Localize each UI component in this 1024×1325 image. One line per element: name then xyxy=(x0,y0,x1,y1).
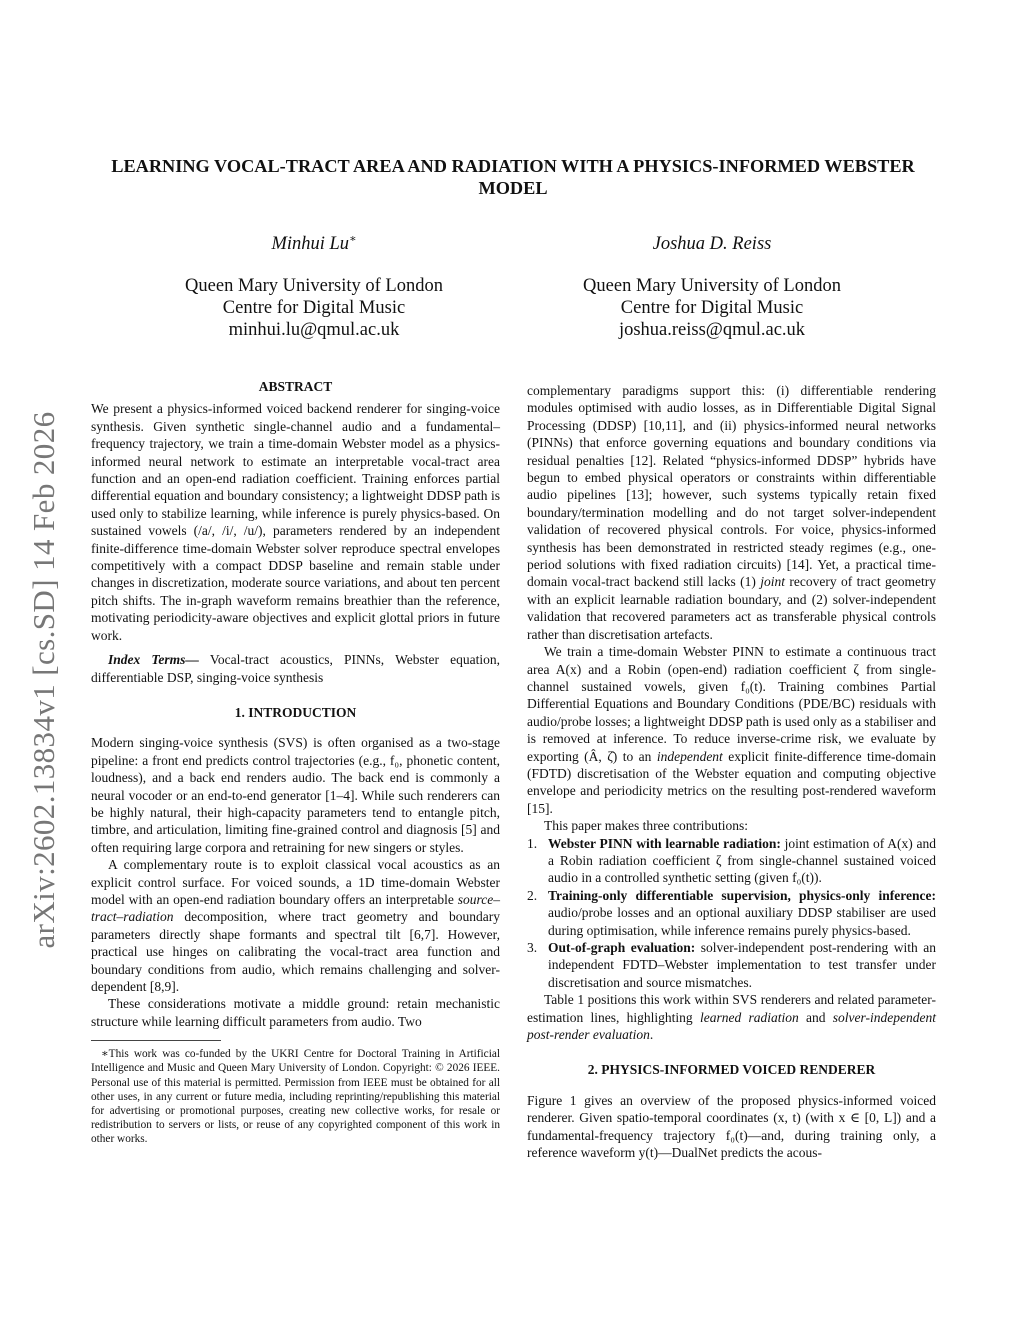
author-footnote-mark: ∗ xyxy=(349,233,357,245)
author-email: minhui.lu@qmul.ac.uk xyxy=(228,320,400,341)
right-paragraph-5: Figure 1 gives an overview of the proposed physics-informed voiced renderer. Given spatio-temporal coordinates (x, t) (with x ∈ [0, L]) and a fundamental-frequency trajectory f₀(t)—and, during training only, a reference waveform y(t)—DualNet predicts the acous- xyxy=(527,1092,936,1161)
contributions-intro: This paper makes three contributions: xyxy=(544,818,748,834)
index-terms-text: Vocal-tract acoustics, PINNs, Webster equation, differentiable DSP, singing-voice synthesis xyxy=(91,652,500,685)
intro-paragraph-2: A complementary route is to exploit classical vocal acoustics as an explicit control surface. For voiced sounds, a 1D time-domain Webster model with an open-end radiation boundary offers an interpretable source–tract–radiation decomposition, where tract geometry and boundary parameters directly shape formants and spectral tilt [6,7]. However, practical use hinges on calibrating the vocal-tract area function and boundary conditions from audio, which remains challenging and solver-dependent [8,9]. xyxy=(91,857,500,994)
footnote-divider xyxy=(91,1040,221,1041)
list-item: 2. Training-only differentiable supervision, physics-only inference: audio/probe losses and an optional auxiliary DDSP stabiliser are used during optimisation, while inference remains purely physics-based. xyxy=(527,887,936,938)
index-terms-label: Index Terms— xyxy=(108,652,199,668)
list-item: 3. Out-of-graph evaluation: solver-independent post-rendering with an independent FDTD–Webster implementation to test transfer under discretisation and source mismatches. xyxy=(527,940,936,990)
abstract-text: We present a physics-informed voiced backend renderer for singing-voice synthesis. Given synthetic single-channel audio and a fundamental–frequency trajectory, we train a time-domain Webster model as a physics-informed neural network to estimate an interpretable vocal-tract area function and an open-end radiation coefficient. Training enforces partial differential equation and boundary consistency; a lightweight DDSP path is used only to stabilize learning, while inference is purely physics-based. On sustained vowels (/a/, /i/, /u/), parameters rendered by an independent finite-difference time-domain Webster solver reproduce spectral envelopes competitively with a compact DDSP baseline and remain stable under changes in discretization, moderate source variations, and about ten percent pitch shifts. The in-graph waveform remains breathier than the reference, motivating periodicity-aware objectives and explicit glottal priors in future work. xyxy=(91,401,500,643)
author-name: Minhui Lu xyxy=(271,234,350,255)
author-name: Joshua D. Reiss xyxy=(652,234,772,255)
intro-paragraph-3: These considerations motivate a middle ground: retain mechanistic structure while learning difficult parameters from audio. Two xyxy=(91,996,500,1029)
paper-title: LEARNING VOCAL-TRACT AREA AND RADIATION WITH A PHYSICS-INFORMED WEBSTER MODEL xyxy=(111,156,915,198)
left-column xyxy=(91,378,500,1147)
right-paragraph-2: We train a time-domain Webster PINN to estimate a continuous tract area A(x) and a Robin (open-end) radiation coefficient ζ from single-channel sustained vowels, given f₀(t). Training combines Partial Differential Equations and Boundary Conditions (PDE/BC) residuals with audio/probe losses; a lightweight DDSP path is used only as a stabiliser and is removed at inference. To reduce inverse-crime risk, we evaluate by exporting (Â, ζ̂) to an independent explicit finite-difference time-domain (FDTD) discretisation of the Webster equation and computing objective envelope and periodicity metrics on the resulting post-rendered waveform [15]. xyxy=(527,644,937,816)
arxiv-identifier-text: arXiv:2602.13834v1 [cs.SD] 14 Feb 2026 xyxy=(26,411,61,949)
author-department: Centre for Digital Music xyxy=(620,298,804,319)
author-email: joshua.reiss@qmul.ac.uk xyxy=(618,320,806,341)
footnote: ∗This work was co-funded by the UKRI Centre for Doctoral Training in Artificial Intelligence and Music and Queen Mary University of London. Copyright: © 2026 IEEE. Personal use of this material is permitted. Permission from IEEE must be obtained for all other uses, in any current or future media, including reprinting/republishing this material for advertising or promotional purposes, creating new collective works, for resale or redistribution to servers or lists, or reuse of any copyrighted component of this work in other works. xyxy=(91,1048,500,1146)
index-terms xyxy=(91,651,500,686)
author-affiliation: Queen Mary University of London xyxy=(583,276,841,297)
abstract-heading: ABSTRACT xyxy=(258,379,333,394)
author-block-1 xyxy=(114,228,514,341)
section-2-heading: 2. PHYSICS-INFORMED VOICED RENDERER xyxy=(587,1062,876,1078)
right-paragraph-4: Table 1 positions this work within SVS renderers and related parameter-estimation lines, highlighting learned radiation and solver-independent post-render evaluation. xyxy=(527,992,936,1043)
contributions-list xyxy=(527,835,936,992)
list-item: 1. Webster PINN with learnable radiation: joint estimation of A(x) and a Robin radiation coefficient ζ from single-channel sustained voiced audio in a controlled synthetic setting (given f₀(t)). xyxy=(527,835,936,886)
right-paragraph-1: complementary paradigms support this: (i) differentiable rendering modules optimised with audio losses, as in Differentiable Digital Signal Processing (DDSP) [10,11], and (ii) physics-informed neural networks (PINNs) that enforce governing equations and boundary conditions via residual penalties [12]. Related “physics-informed DDSP” hybrids have begun to embed physical operators or constraints within differentiable audio pipelines [13]; however, such systems typically retain fixed boundary/termination modelling and do not target solver-independent validation of recovered physical controls. For voice, physics-informed synthesis has been demonstrated in restricted steady regimes (e.g., one-period solutions with fixed radiation circuits) [14]. Yet, a practical time-domain vocal-tract backend still lacks (1) joint recovery of tract geometry with an explicit learnable radiation boundary, and (2) solver-independent validation that recovered parameters act as transferable physical controls rather than discretisation artefacts. xyxy=(527,383,936,642)
author-department: Centre for Digital Music xyxy=(222,298,406,319)
author-affiliation: Queen Mary University of London xyxy=(185,276,443,297)
author-block-2 xyxy=(512,228,912,341)
arxiv-identifier xyxy=(14,370,74,990)
intro-heading: 1. INTRODUCTION xyxy=(234,704,357,720)
intro-paragraph-1: Modern singing-voice synthesis (SVS) is often organised as a two-stage pipeline: a front end predicts control trajectories (e.g., f₀, phonetic content, loudness), and a back end renders audio. The back end is commonly a neural vocoder or an end-to-end generator [1–4]. While such renderers can be highly natural, their high-capacity parameters tend to entangle pitch, timbre, and articulation, limiting fine-grained control and diagnosis [5] and often requiring large corpora and retraining for new singers or styles. xyxy=(91,735,500,855)
right-column xyxy=(527,382,936,1161)
